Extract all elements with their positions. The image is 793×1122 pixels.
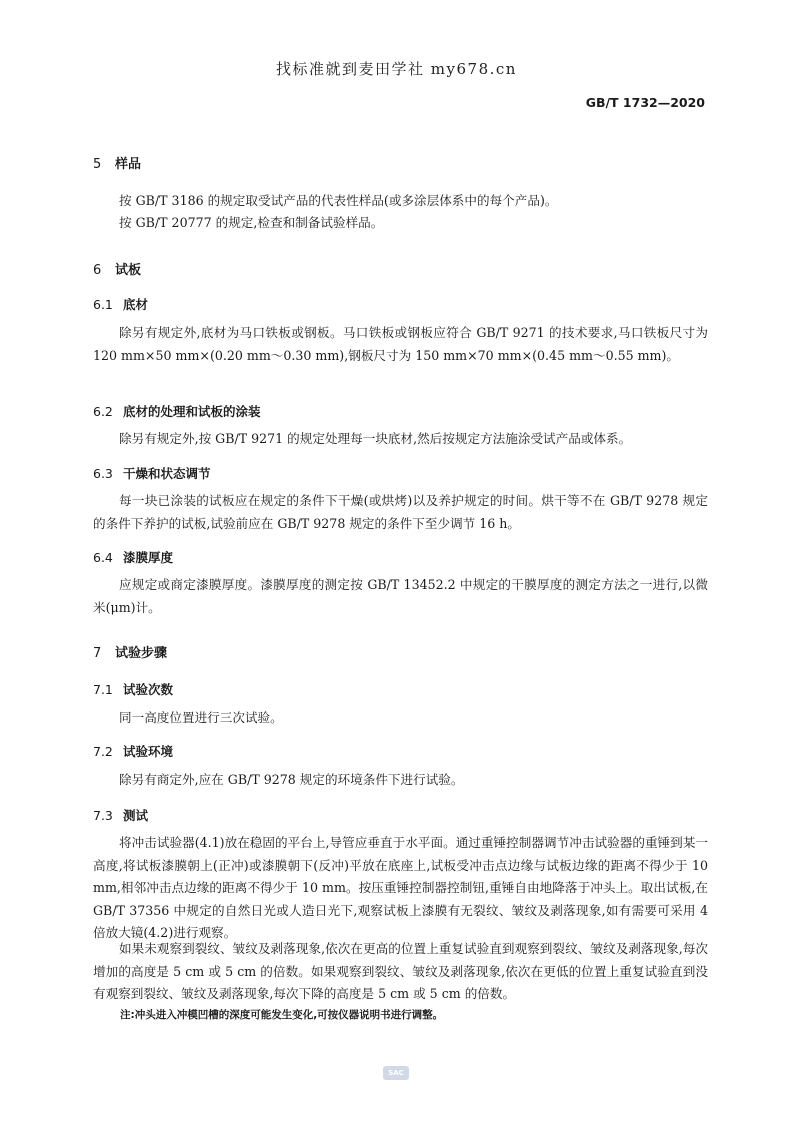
section-6-2-heading: 6.2 底材的处理和试板的涂装	[93, 404, 261, 419]
section-5-heading: 5 样品	[93, 157, 142, 172]
section-6-1-heading: 6.1 底材	[93, 297, 149, 312]
section-6-1-para: 除另有规定外,底材为马口铁板或钢板。马口铁板或钢板应符合 GB/T 9271 的技术要求,马口铁板尺寸为 120 mm×50 mm×(0.20 mm～0.30 mm),钢板尺寸为 150 mm×70 mm×(0.45 mm～0.55 mm)。	[93, 325, 708, 363]
section-7-3-para-1: 将冲击试验器(4.1)放在稳固的平台上,导管应垂直于水平面。通过重锤控制器调节冲击试验器的重锤到某一高度,将试板漆膜朝上(正冲)或漆膜朝下(反冲)平放在底座上,试板受冲击点边缘与试板边缘的距离不得少于 10 mm,相邻冲击点边缘的距离不得少于 10 mm。按压重锤控制器控制钮,重锤自由地降落于冲头上。取出试板,在 GB/T 37356 中规定的自然日光或人造日光下,观察试板上漆膜有无裂纹、皱纹及剥落现象,如有需要可采用 4 倍放大镜(4.2)进行观察。	[93, 835, 708, 940]
section-5-para-2: 按 GB/T 20777 的规定,检查和制备试验样品。	[119, 215, 384, 230]
section-7-3-note: 注:冲头进入冲模凹槽的深度可能发生变化,可按仪器说明书进行调整。	[120, 1009, 444, 1021]
section-6-heading: 6 试板	[93, 263, 142, 278]
section-7-3-heading: 7.3 测试	[93, 808, 149, 823]
section-7-1-heading: 7.1 试验次数	[93, 682, 174, 697]
section-7-heading: 7 试验步骤	[93, 646, 168, 661]
section-6-4-heading: 6.4 漆膜厚度	[93, 550, 174, 565]
section-7-2-heading: 7.2 试验环境	[93, 744, 174, 759]
section-7-3-para-2: 如果未观察到裂纹、皱纹及剥落现象,依次在更高的位置上重复试验直到观察到裂纹、皱纹及剥落现象,每次增加的高度是 5 cm 或 5 cm 的倍数。如果观察到裂纹、皱纹及剥落现象,依次在更低的位置上重复试验直到没有观察到裂纹、皱纹及剥落现象,每次下降的高度是 5 cm 或 5 cm 的倍数。	[93, 941, 708, 1001]
section-6-3-heading: 6.3 干燥和状态调节	[93, 466, 211, 481]
standard-code: GB/T 1732—2020	[585, 95, 705, 110]
section-6-4-para: 应规定或商定漆膜厚度。漆膜厚度的测定按 GB/T 13452.2 中规定的干膜厚度的测定方法之一进行,以微米(μm)计。	[93, 577, 708, 615]
sac-logo: SAC	[383, 1066, 409, 1080]
section-6-2-para: 除另有规定外,按 GB/T 9271 的规定处理每一块底材,然后按规定方法施涂受试产品或体系。	[119, 431, 632, 446]
section-7-2-para: 除另有商定外,应在 GB/T 9278 规定的环境条件下进行试验。	[119, 772, 464, 787]
watermark-header: 找标准就到麦田学社 my678.cn	[276, 60, 517, 78]
section-6-3-para: 每一块已涂装的试板应在规定的条件下干燥(或烘烤)以及养护规定的时间。烘干等不在 GB/T 9278 规定的条件下养护的试板,试验前应在 GB/T 9278 规定的条件下至少调节 16 h。	[93, 493, 708, 531]
section-7-1-para: 同一高度位置进行三次试验。	[119, 710, 283, 725]
section-5-para-1: 按 GB/T 3186 的规定取受试产品的代表性样品(或多涂层体系中的每个产品)。	[119, 193, 558, 208]
